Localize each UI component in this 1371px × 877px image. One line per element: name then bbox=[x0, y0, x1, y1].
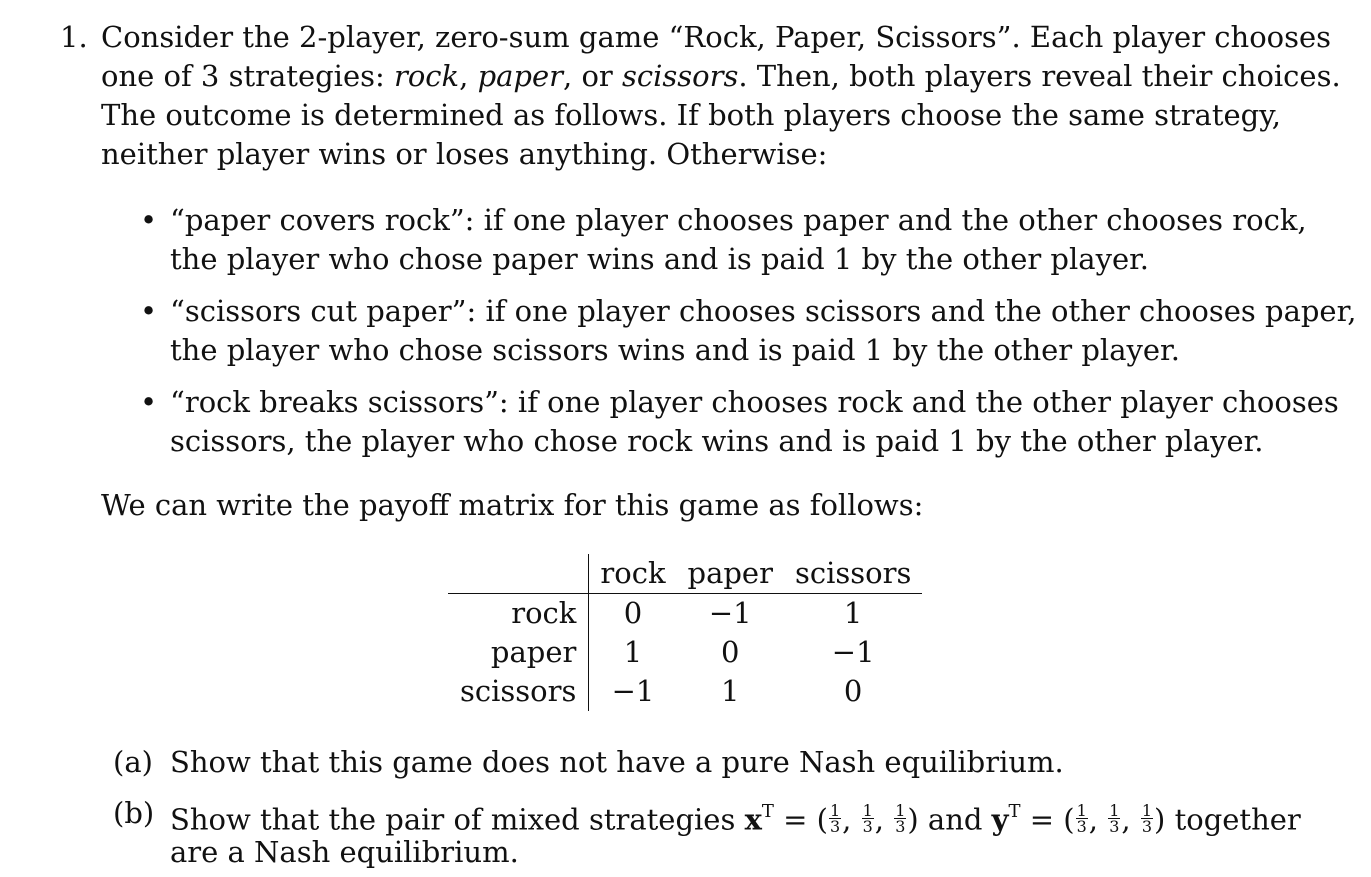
payoff-matrix bbox=[448, 554, 922, 711]
matrix-cell: 1 bbox=[721, 674, 740, 708]
strategy-paper: paper bbox=[477, 59, 564, 93]
bullet-icon: • bbox=[140, 294, 158, 328]
part-a-label: (a) bbox=[113, 745, 153, 779]
intro-line-1: Consider the 2-player, zero-sum game “Rock, Paper, Scissors”. Each player chooses bbox=[101, 20, 1332, 54]
intro-line-3: The outcome is determined as follows. If both players choose the same strategy, bbox=[101, 98, 1281, 132]
fraction-one-third: $\frac{1}{3}$ bbox=[1141, 801, 1153, 837]
document-page: 1. Consider the 2-player, zero-sum game “Rock, Paper, Scissors”. Each player chooses one of 3 strategies: rock, paper, or scissors. Then, both players reveal their choices. The outcome is determined as follows. If both players choose the same strategy, neither player wins or loses anything. Otherwise: • “paper covers rock”: if one player chooses paper and the other chooses rock, the player who chose paper wins and is paid 1 by the other player. • “scissors cut paper”: if one player chooses scissors and the other chooses paper, the player who chose scissors wins and is paid 1 by the other player. • “rock breaks scissors”: if one player chooses rock and the other player chooses scissors, the player who chose rock wins and is paid 1 by the other player. We can write the payoff matrix for this game as follows: rock paper scissors rock 0 −1 1 paper 1 0 −1 scissors −1 1 0 (a) Show that this game does not have a pure Nash equilibrium. (b) Show that the pair of mixed strategies $x^T$ = ( $\frac{1}{3}$ , $\frac{1}{3}$ , $\frac{1}{3}$ ) and $y^T$ = ( $\frac{1}{3}$ , $\frac{1}{3}$ , $\frac{1}{3}$ ) together are a Nash equilibrium. bbox=[60, 20, 1357, 869]
part-a-text: Show that this game does not have a pure Nash equilibrium. bbox=[170, 745, 1064, 779]
matrix-cell: −1 bbox=[831, 635, 875, 669]
fraction-one-third: $\frac{1}{3}$ bbox=[862, 801, 873, 837]
row-header: rock bbox=[448, 594, 589, 634]
part-b-text: Show that the pair of mixed strategies $x^T$ = ( $\frac{1}{3}$ , $\frac{1}{3}$ , $\frac{1}{3}$ ) and $y^T$ = ( $\frac{1}{3}$ , $\frac{1}{3}$ , $\frac{1}{3}$ ) together bbox=[170, 801, 1301, 837]
bullet-icon: • bbox=[140, 385, 158, 419]
transpose-symbol: T bbox=[1008, 801, 1021, 822]
matrix-corner bbox=[448, 554, 589, 594]
column-header: paper bbox=[677, 554, 784, 594]
row-header: scissors bbox=[448, 672, 589, 711]
fraction-one-third: $\frac{1}{3}$ bbox=[829, 801, 841, 837]
matrix-cell: 1 bbox=[623, 635, 643, 669]
vector-x: x bbox=[744, 802, 762, 837]
matrix-row bbox=[448, 672, 922, 711]
matrix-cell: −1 bbox=[708, 596, 752, 630]
column-header: scissors bbox=[784, 554, 922, 594]
matrix-header-row bbox=[448, 554, 922, 594]
fraction-one-third: $\frac{1}{3}$ bbox=[1109, 801, 1120, 837]
matrix-cell: 0 bbox=[721, 635, 740, 669]
vector-y: y bbox=[991, 802, 1009, 837]
matrix-cell: −1 bbox=[611, 674, 655, 708]
matrix-row bbox=[448, 633, 922, 672]
intro-line-2: one of 3 strategies: rock, paper, or scissors. Then, both players reveal their choices. bbox=[101, 59, 1341, 93]
fraction-one-third: $\frac{1}{3}$ bbox=[895, 801, 906, 837]
strategy-scissors: scissors bbox=[622, 59, 739, 93]
matrix-intro: We can write the payoff matrix for this game as follows: bbox=[101, 488, 924, 522]
part-b-label: (b) bbox=[113, 796, 155, 830]
matrix-cell: 0 bbox=[623, 596, 643, 630]
matrix-row bbox=[448, 594, 922, 634]
strategy-rock: rock bbox=[393, 59, 460, 93]
transpose-symbol: T bbox=[761, 801, 774, 822]
column-header: rock bbox=[589, 554, 677, 594]
bullet-icon: • bbox=[140, 203, 158, 237]
matrix-cell: 0 bbox=[843, 674, 863, 708]
intro-line-4: neither player wins or loses anything. Otherwise: bbox=[101, 137, 828, 171]
problem-number: 1. bbox=[60, 20, 88, 54]
matrix-cell: 1 bbox=[843, 596, 863, 630]
fraction-one-third: $\frac{1}{3}$ bbox=[1076, 801, 1087, 837]
row-header: paper bbox=[448, 633, 589, 672]
